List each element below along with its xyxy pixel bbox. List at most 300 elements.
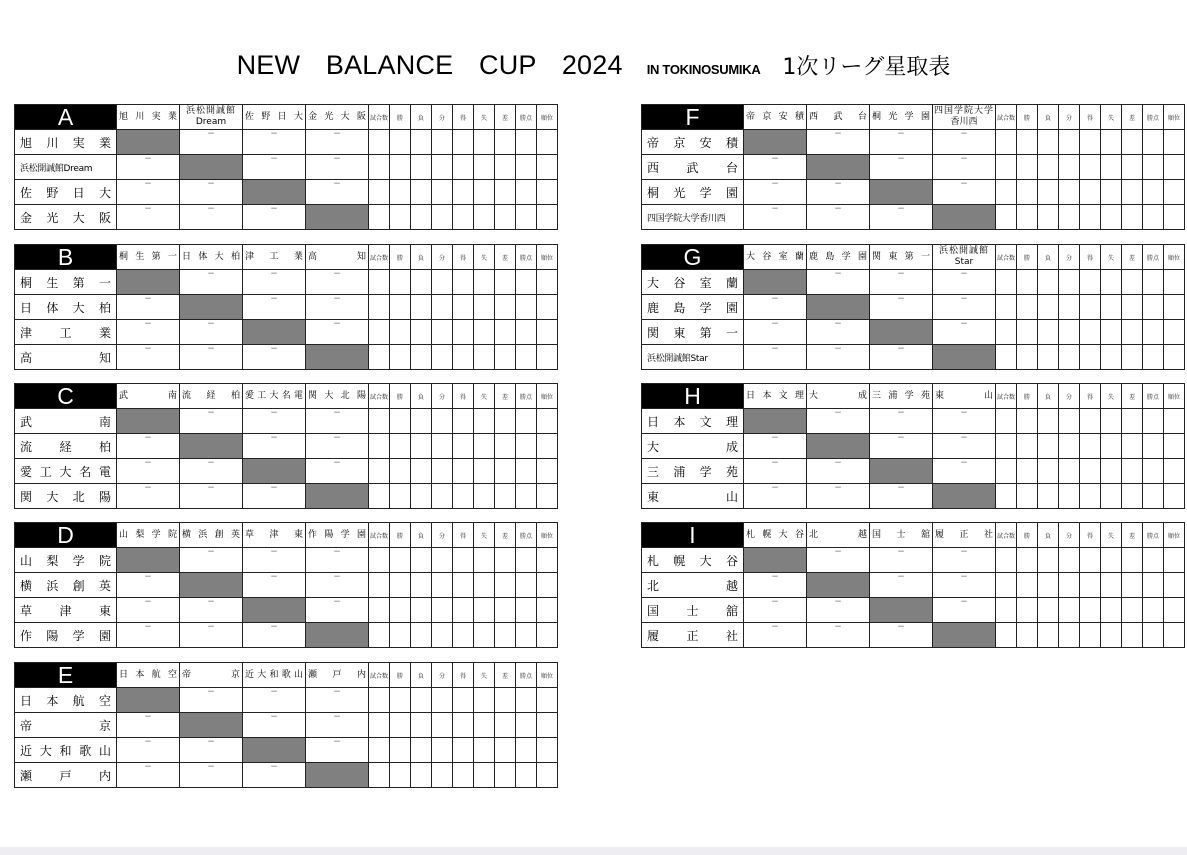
stat-cell	[1017, 459, 1038, 484]
stat-header: 勝	[390, 245, 411, 270]
stat-cell	[1122, 484, 1143, 509]
stat-cell	[390, 409, 411, 434]
opponent-header-label: 東 山	[935, 390, 993, 401]
result-cell: −	[180, 763, 243, 788]
team-name-label: 桐 光 学 園	[647, 185, 738, 200]
stat-cell	[516, 713, 537, 738]
self-match-cell	[807, 434, 870, 459]
team-row	[642, 320, 1185, 345]
stat-cell	[1101, 548, 1122, 573]
team-name-label: 国 士 舘	[647, 603, 738, 618]
result-cell: −	[744, 320, 807, 345]
stat-cell	[1080, 548, 1101, 573]
stat-cell	[453, 713, 474, 738]
stat-cell	[1122, 548, 1143, 573]
team-name-label: 鹿 島 学 園	[647, 300, 738, 315]
group-table-e	[14, 662, 558, 788]
opponent-header-label: 武 南	[119, 390, 177, 401]
result-cell: −	[180, 459, 243, 484]
stat-cell	[390, 320, 411, 345]
team-name-label: 武 南	[20, 414, 111, 429]
stat-header: 差	[495, 245, 516, 270]
stat-header: 試合数	[369, 663, 390, 688]
stat-cell	[1143, 434, 1164, 459]
stat-cell	[432, 459, 453, 484]
stat-cell	[1080, 409, 1101, 434]
result-cell: −	[117, 295, 180, 320]
self-match-cell	[933, 205, 996, 230]
self-match-cell	[243, 180, 306, 205]
group-table-i	[641, 522, 1185, 648]
stat-cell	[369, 713, 390, 738]
stat-cell	[369, 130, 390, 155]
result-cell: −	[807, 205, 870, 230]
self-match-cell	[180, 434, 243, 459]
stat-cell	[996, 270, 1017, 295]
stat-cell	[495, 573, 516, 598]
stat-cell	[411, 484, 432, 509]
team-name-label: 旭 川 実 業	[20, 135, 111, 150]
stat-cell	[390, 155, 411, 180]
stat-cell	[1143, 270, 1164, 295]
team-name-label: 作 陽 学 園	[20, 628, 111, 643]
stat-cell	[537, 409, 558, 434]
stat-cell	[1059, 459, 1080, 484]
stat-header: 勝	[1017, 384, 1038, 409]
opponent-header-label: 日 本 文 理	[746, 390, 804, 401]
self-match-cell	[243, 598, 306, 623]
stat-header: 負	[411, 523, 432, 548]
stat-header: 差	[1122, 105, 1143, 130]
result-cell: −	[117, 573, 180, 598]
team-name	[15, 320, 117, 345]
team-row	[642, 623, 1185, 648]
stat-cell	[1101, 345, 1122, 370]
stat-cell	[1059, 205, 1080, 230]
stat-cell	[1059, 623, 1080, 648]
result-cell: −	[243, 270, 306, 295]
opponent-header-label: 旭 川 実 業	[119, 111, 177, 122]
team-name	[15, 713, 117, 738]
stat-cell	[996, 205, 1017, 230]
stat-cell	[1122, 295, 1143, 320]
stat-cell	[1017, 345, 1038, 370]
stat-cell	[1143, 573, 1164, 598]
stat-cell	[453, 180, 474, 205]
opponent-header	[744, 245, 807, 270]
stat-cell	[495, 548, 516, 573]
stat-cell	[474, 573, 495, 598]
stat-cell	[516, 598, 537, 623]
opponent-header-label: 瀬 戸 内	[308, 669, 366, 680]
team-name-label: 桐 生 第 一	[20, 275, 111, 290]
opponent-header-label: 日 体 大 柏	[182, 251, 240, 262]
stat-cell	[1059, 320, 1080, 345]
team-row	[642, 270, 1185, 295]
opponent-header	[744, 384, 807, 409]
result-cell: −	[933, 573, 996, 598]
team-name	[642, 345, 744, 370]
stat-header: 勝点	[516, 523, 537, 548]
group-letter: B	[15, 245, 117, 270]
stat-cell	[516, 180, 537, 205]
stat-cell	[1017, 320, 1038, 345]
stat-cell	[516, 345, 537, 370]
group-letter: C	[15, 384, 117, 409]
stat-cell	[1143, 598, 1164, 623]
stat-cell	[369, 548, 390, 573]
stat-cell	[453, 598, 474, 623]
stat-cell	[1122, 130, 1143, 155]
team-name-label: 大 谷 室 蘭	[647, 275, 738, 290]
stat-header: 分	[1059, 105, 1080, 130]
stat-cell	[390, 459, 411, 484]
stat-cell	[432, 598, 453, 623]
stat-header: 順位	[1164, 384, 1185, 409]
stat-cell	[537, 270, 558, 295]
stat-cell	[1038, 548, 1059, 573]
stat-cell	[537, 180, 558, 205]
stat-cell	[1080, 295, 1101, 320]
stat-cell	[1101, 623, 1122, 648]
result-cell: −	[933, 130, 996, 155]
stat-cell	[369, 459, 390, 484]
stat-cell	[1143, 409, 1164, 434]
result-cell: −	[180, 484, 243, 509]
stat-cell	[453, 130, 474, 155]
team-row	[15, 180, 558, 205]
stat-header: 順位	[1164, 245, 1185, 270]
team-name	[642, 155, 744, 180]
stat-cell	[1059, 130, 1080, 155]
stat-cell	[996, 180, 1017, 205]
opponent-header	[243, 523, 306, 548]
opponent-header	[306, 523, 369, 548]
team-row	[15, 688, 558, 713]
stat-cell	[1038, 623, 1059, 648]
opponent-header-label: 流 経 柏	[182, 390, 240, 401]
opponent-header-line2: Dream	[195, 117, 227, 127]
team-row	[642, 409, 1185, 434]
bottom-strip	[0, 847, 1187, 855]
stat-cell	[369, 738, 390, 763]
stat-cell	[516, 548, 537, 573]
team-name	[15, 155, 117, 180]
result-cell: −	[807, 598, 870, 623]
result-cell: −	[180, 598, 243, 623]
opponent-header	[180, 523, 243, 548]
result-cell: −	[180, 688, 243, 713]
stat-cell	[516, 270, 537, 295]
result-cell: −	[117, 623, 180, 648]
opponent-header	[243, 663, 306, 688]
stat-cell	[1122, 573, 1143, 598]
stat-cell	[1101, 409, 1122, 434]
stat-cell	[1164, 573, 1185, 598]
result-cell: −	[870, 130, 933, 155]
stat-cell	[996, 548, 1017, 573]
result-cell: −	[243, 130, 306, 155]
stat-cell	[390, 738, 411, 763]
stat-cell	[1059, 573, 1080, 598]
stat-cell	[1017, 548, 1038, 573]
stat-cell	[1038, 459, 1059, 484]
result-cell: −	[870, 205, 933, 230]
result-cell: −	[870, 484, 933, 509]
stat-cell	[432, 345, 453, 370]
opponent-header	[933, 384, 996, 409]
stat-cell	[495, 270, 516, 295]
stat-header: 失	[1101, 523, 1122, 548]
stat-cell	[1080, 434, 1101, 459]
stat-header: 順位	[537, 105, 558, 130]
result-cell: −	[744, 623, 807, 648]
self-match-cell	[744, 548, 807, 573]
stat-header: 負	[1038, 384, 1059, 409]
team-name	[642, 459, 744, 484]
result-cell: −	[117, 713, 180, 738]
opponent-header	[870, 105, 933, 130]
stat-cell	[411, 688, 432, 713]
stat-cell	[537, 459, 558, 484]
opponent-header-label: 帝 京	[182, 669, 240, 680]
opponent-header-label: 国 士 舘	[872, 529, 930, 540]
stat-cell	[411, 598, 432, 623]
stat-cell	[390, 295, 411, 320]
stat-cell	[1122, 205, 1143, 230]
stat-cell	[1080, 205, 1101, 230]
result-cell: −	[744, 180, 807, 205]
result-cell: −	[807, 484, 870, 509]
self-match-cell	[870, 598, 933, 623]
self-match-cell	[117, 688, 180, 713]
opponent-header-line1: 浜松開誠館	[938, 246, 989, 256]
opponent-header-label: 横 浜 創 英	[182, 529, 240, 540]
result-cell: −	[744, 155, 807, 180]
stat-cell	[453, 270, 474, 295]
team-row	[15, 270, 558, 295]
team-name-label: 北 越	[647, 578, 738, 593]
self-match-cell	[306, 484, 369, 509]
opponent-header-label: 桐 光 学 園	[872, 111, 930, 122]
group-letter: D	[15, 523, 117, 548]
result-cell: −	[243, 688, 306, 713]
stat-cell	[1164, 434, 1185, 459]
stat-cell	[1122, 180, 1143, 205]
team-name-label: 流 経 柏	[20, 439, 111, 454]
stat-cell	[1038, 484, 1059, 509]
team-row	[642, 548, 1185, 573]
stat-cell	[1164, 598, 1185, 623]
title-jp: 1次リーグ星取表	[782, 55, 951, 80]
team-name-label: 帝 京 安 積	[647, 135, 738, 150]
stat-cell	[474, 320, 495, 345]
stat-cell	[369, 573, 390, 598]
stat-cell	[453, 320, 474, 345]
stat-cell	[432, 270, 453, 295]
team-name-label: 横 浜 創 英	[20, 578, 111, 593]
opponent-header	[180, 105, 243, 130]
stat-cell	[516, 205, 537, 230]
group-table-d	[14, 522, 558, 648]
stat-cell	[369, 320, 390, 345]
stat-cell	[369, 345, 390, 370]
self-match-cell	[306, 345, 369, 370]
stat-cell	[474, 130, 495, 155]
self-match-cell	[744, 270, 807, 295]
stat-cell	[432, 688, 453, 713]
stat-cell	[1038, 130, 1059, 155]
stat-cell	[453, 738, 474, 763]
stat-cell	[432, 738, 453, 763]
stat-cell	[1038, 434, 1059, 459]
stat-cell	[432, 623, 453, 648]
result-cell: −	[870, 345, 933, 370]
stat-header: 分	[1059, 384, 1080, 409]
stat-cell	[996, 295, 1017, 320]
stat-header: 試合数	[996, 245, 1017, 270]
result-cell: −	[306, 295, 369, 320]
result-cell: −	[117, 434, 180, 459]
stat-cell	[390, 623, 411, 648]
result-cell: −	[117, 180, 180, 205]
stat-header: 勝	[390, 384, 411, 409]
stat-cell	[390, 434, 411, 459]
stat-cell	[1038, 598, 1059, 623]
team-row	[642, 130, 1185, 155]
opponent-header-label: 高 知	[308, 251, 366, 262]
stat-cell	[516, 459, 537, 484]
result-cell: −	[933, 270, 996, 295]
self-match-cell	[243, 459, 306, 484]
stat-cell	[516, 320, 537, 345]
stat-cell	[1038, 205, 1059, 230]
stat-cell	[474, 598, 495, 623]
stat-cell	[537, 155, 558, 180]
stat-cell	[495, 763, 516, 788]
stat-cell	[495, 130, 516, 155]
stat-cell	[411, 459, 432, 484]
opponent-header-label: 鹿 島 学 園	[809, 251, 867, 262]
stat-cell	[1017, 484, 1038, 509]
result-cell: −	[870, 548, 933, 573]
team-name	[15, 180, 117, 205]
team-name	[642, 130, 744, 155]
opponent-header-line2: Star	[954, 257, 974, 267]
stat-header: 得	[1080, 245, 1101, 270]
self-match-cell	[306, 763, 369, 788]
stat-cell	[516, 738, 537, 763]
stat-cell	[411, 623, 432, 648]
stat-cell	[1164, 205, 1185, 230]
opponent-header	[870, 384, 933, 409]
stat-header: 試合数	[369, 523, 390, 548]
title-sub: IN TOKINOSUMIKA	[646, 62, 761, 77]
stat-header: 失	[1101, 105, 1122, 130]
stat-cell	[1143, 320, 1164, 345]
stat-cell	[453, 623, 474, 648]
stat-cell	[537, 320, 558, 345]
stat-cell	[1017, 205, 1038, 230]
stat-header: 勝点	[1143, 105, 1164, 130]
stat-header: 勝点	[1143, 245, 1164, 270]
self-match-cell	[117, 548, 180, 573]
stat-cell	[453, 409, 474, 434]
stat-header: 負	[411, 105, 432, 130]
opponent-header	[243, 105, 306, 130]
result-cell: −	[933, 434, 996, 459]
stat-header: 差	[1122, 245, 1143, 270]
stat-cell	[1017, 270, 1038, 295]
stat-header: 差	[495, 105, 516, 130]
team-name	[642, 295, 744, 320]
stat-cell	[369, 180, 390, 205]
result-cell: −	[933, 548, 996, 573]
team-name	[15, 270, 117, 295]
team-row	[642, 295, 1185, 320]
opponent-header	[180, 663, 243, 688]
result-cell: −	[870, 434, 933, 459]
stat-header: 順位	[537, 384, 558, 409]
result-cell: −	[117, 155, 180, 180]
stat-cell	[369, 155, 390, 180]
stat-cell	[411, 548, 432, 573]
team-row	[642, 598, 1185, 623]
result-cell: −	[180, 548, 243, 573]
result-cell: −	[870, 270, 933, 295]
opponent-header-label: 金 光 大 阪	[308, 111, 366, 122]
stat-cell	[390, 130, 411, 155]
team-name	[15, 409, 117, 434]
stat-cell	[1122, 598, 1143, 623]
stat-cell	[996, 434, 1017, 459]
stat-cell	[390, 270, 411, 295]
stat-cell	[411, 409, 432, 434]
stat-cell	[474, 409, 495, 434]
stat-header: 分	[432, 663, 453, 688]
stat-cell	[516, 484, 537, 509]
opponent-header-label: 佐 野 日 大	[245, 111, 303, 122]
opponent-header	[870, 245, 933, 270]
stat-header: 分	[1059, 245, 1080, 270]
result-cell: −	[744, 345, 807, 370]
team-row	[642, 345, 1185, 370]
stat-cell	[1122, 459, 1143, 484]
self-match-cell	[243, 320, 306, 345]
stat-cell	[432, 713, 453, 738]
stat-cell	[516, 130, 537, 155]
stat-cell	[432, 155, 453, 180]
stat-header: 勝点	[516, 384, 537, 409]
stat-cell	[1080, 459, 1101, 484]
team-name	[642, 548, 744, 573]
stat-cell	[411, 205, 432, 230]
self-match-cell	[933, 623, 996, 648]
stat-cell	[1122, 270, 1143, 295]
result-cell: −	[807, 459, 870, 484]
stat-header: 得	[453, 384, 474, 409]
stat-header: 分	[432, 245, 453, 270]
stat-header: 得	[453, 105, 474, 130]
stat-cell	[411, 180, 432, 205]
result-cell: −	[306, 548, 369, 573]
opponent-header-label: 関 大 北 陽	[308, 390, 366, 401]
result-cell: −	[306, 155, 369, 180]
stat-header: 負	[411, 663, 432, 688]
result-cell: −	[933, 409, 996, 434]
result-cell: −	[180, 130, 243, 155]
stat-header: 順位	[537, 523, 558, 548]
